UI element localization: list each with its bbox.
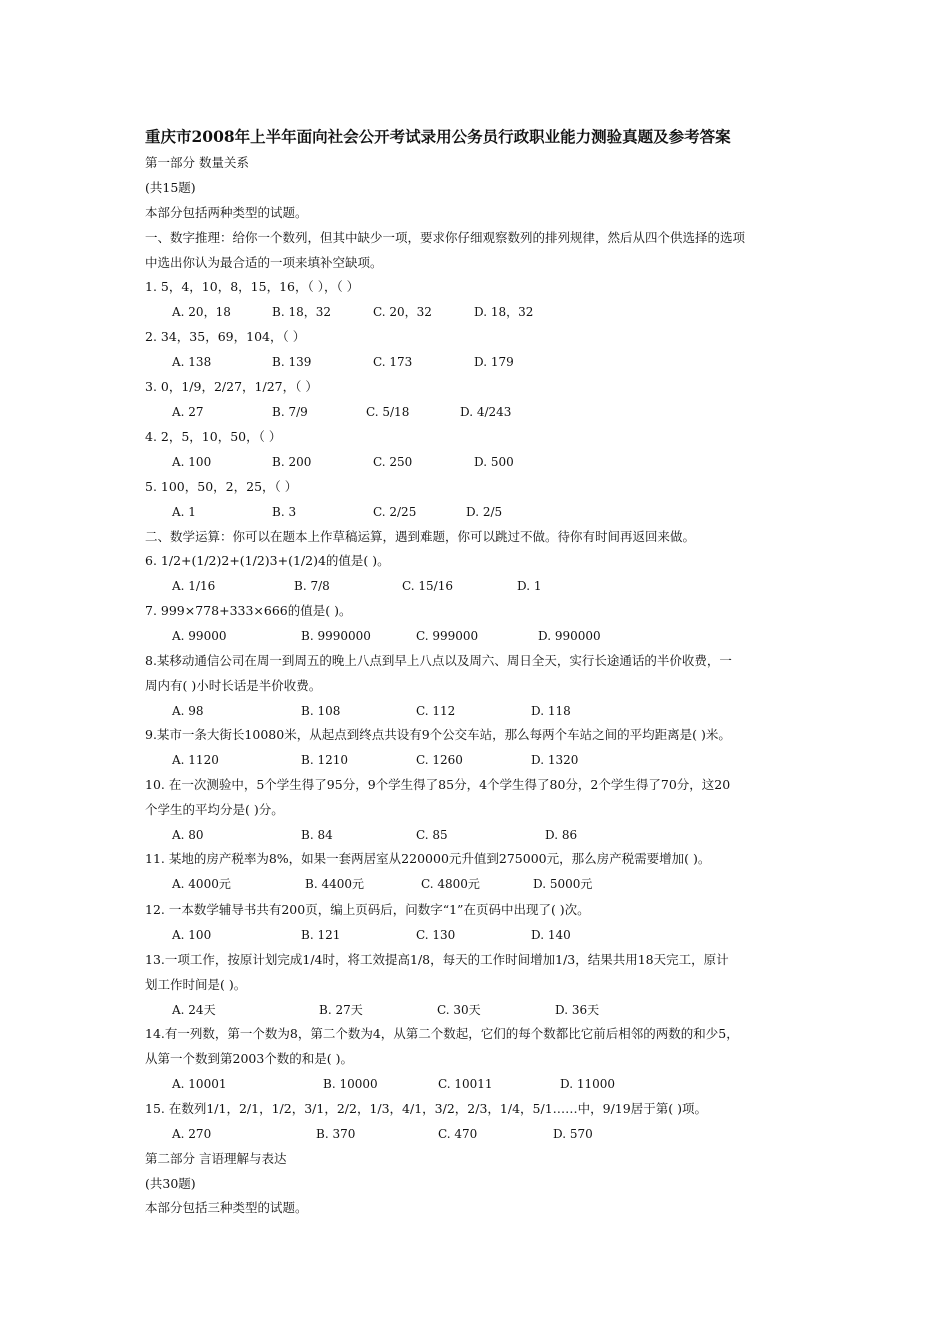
option-d: D. 18，32 — [474, 305, 534, 319]
part1-desc: 本部分包括两种类型的试题。 — [145, 205, 308, 220]
option-c: C. 173 — [373, 355, 413, 369]
option-c: C. 130 — [416, 928, 456, 942]
question-14-line1: 14.有一列数，第一个数为8，第二个数为4，从第二个数起，它们的每个数都比它前后相邻的两数的和少5， — [145, 1026, 739, 1041]
option-a: A. 1120 — [172, 753, 219, 767]
option-b: B. 108 — [301, 704, 341, 718]
question-15-options — [0, 1126, 950, 1142]
question-11-options — [0, 876, 950, 892]
section1-intro-line1: 一、数字推理：给你一个数列，但其中缺少一项，要求你仔细观察数列的排列规律，然后从四个供选择的选项 — [145, 230, 746, 245]
option-d: D. 118 — [531, 704, 571, 718]
option-a: A. 1 — [172, 505, 196, 519]
option-c: C. 10011 — [438, 1077, 493, 1091]
option-d: D. 11000 — [560, 1077, 615, 1091]
question-8-options — [0, 703, 950, 719]
option-c: C. 112 — [416, 704, 456, 718]
option-a: A. 20，18 — [172, 305, 231, 319]
question-13-line1: 13.一项工作，按原计划完成1/4时，将工效提高1/8，每天的工作时间增加1/3，结果共用18天完工，原计 — [145, 952, 729, 967]
option-d: D. 570 — [553, 1127, 593, 1141]
option-d: D. 4/243 — [460, 405, 512, 419]
option-a: A. 24天 — [172, 1003, 216, 1017]
question-5-options — [0, 504, 950, 520]
option-c: C. 5/18 — [366, 405, 410, 419]
question-6-options — [0, 578, 950, 594]
option-c: C. 85 — [416, 828, 448, 842]
option-b: B. 18，32 — [272, 305, 331, 319]
section1-intro-line2: 中选出你认为最合适的一项来填补空缺项。 — [145, 255, 383, 270]
question-10-line1: 10. 在一次测验中，5个学生得了95分，9个学生得了85分，4个学生得了80分，2个学生得了70分，这20 — [145, 777, 731, 792]
question-10-line2: 个学生的平均分是( )分。 — [145, 802, 284, 817]
option-a: A. 99000 — [172, 629, 227, 643]
question-4-options — [0, 454, 950, 470]
question-2: 2. 34，35，69，104，（ ） — [145, 329, 306, 344]
question-3-options — [0, 404, 950, 420]
part2-desc: 本部分包括三种类型的试题。 — [145, 1200, 308, 1215]
option-a: A. 100 — [172, 928, 212, 942]
option-c: C. 999000 — [416, 629, 479, 643]
question-10-options — [0, 827, 950, 843]
option-d: D. 86 — [545, 828, 578, 842]
option-c: C. 470 — [438, 1127, 478, 1141]
option-d: D. 140 — [531, 928, 571, 942]
option-b: B. 121 — [301, 928, 341, 942]
part2-count: (共30题) — [145, 1176, 196, 1191]
question-9-options — [0, 752, 950, 768]
option-b: B. 1210 — [301, 753, 348, 767]
option-a: A. 27 — [172, 405, 204, 419]
option-b: B. 139 — [272, 355, 312, 369]
question-1-options — [0, 304, 950, 320]
option-b: B. 9990000 — [301, 629, 371, 643]
option-a: A. 138 — [172, 355, 212, 369]
question-7: 7. 999×778+333×666的值是( )。 — [145, 603, 352, 618]
question-12: 12. 一本数学辅导书共有200页，编上页码后，问数字“1”在页码中出现了( )次。 — [145, 902, 590, 917]
question-14-line2: 从第一个数到第2003个数的和是( )。 — [145, 1051, 354, 1066]
option-d: D. 500 — [474, 455, 514, 469]
question-9: 9.某市一条大街长10080米，从起点到终点共设有9个公交车站，那么每两个车站之间的平均距离是( )米。 — [145, 727, 731, 742]
option-b: B. 7/8 — [294, 579, 330, 593]
part1-count: (共15题) — [145, 180, 196, 195]
option-d: D. 2/5 — [466, 505, 503, 519]
part2-heading: 第二部分 言语理解与表达 — [145, 1151, 287, 1166]
question-7-options — [0, 628, 950, 644]
option-c: C. 1260 — [416, 753, 463, 767]
question-5: 5. 100，50，2，25，（ ） — [145, 479, 298, 494]
document-title: 重庆市2008年上半年面向社会公开考试录用公务员行政职业能力测验真题及参考答案 — [145, 127, 731, 146]
option-a: A. 100 — [172, 455, 212, 469]
question-13-line2: 划工作时间是( )。 — [145, 977, 247, 992]
option-d: D. 1 — [517, 579, 542, 593]
option-c: C. 2/25 — [373, 505, 417, 519]
option-c: C. 15/16 — [402, 579, 453, 593]
section2-intro: 二、数学运算：你可以在题本上作草稿运算，遇到难题，你可以跳过不做。待你有时间再返回来做。 — [145, 529, 696, 544]
option-a: A. 270 — [172, 1127, 212, 1141]
option-c: C. 20，32 — [373, 305, 432, 319]
option-a: A. 10001 — [172, 1077, 227, 1091]
option-a: A. 1/16 — [172, 579, 216, 593]
question-11: 11. 某地的房产税率为8%，如果一套两居室从220000元升值到275000元，那么房产税需要增加( )。 — [145, 851, 711, 866]
option-b: B. 4400元 — [305, 877, 364, 891]
question-15: 15. 在数列1/1，2/1，1/2，3/1，2/2，1/3，4/1，3/2，2/3，1/4，5/1……中，9/19居于第( )项。 — [145, 1101, 707, 1116]
question-8-line1: 8.某移动通信公司在周一到周五的晚上八点到早上八点以及周六、周日全天，实行长途通话的半价收费，一 — [145, 653, 732, 668]
option-d: D. 5000元 — [533, 877, 593, 891]
option-b: B. 3 — [272, 505, 297, 519]
option-a: A. 80 — [172, 828, 204, 842]
question-8-line2: 周内有( )小时长话是半价收费。 — [145, 678, 322, 693]
question-3: 3. 0，1/9，2/27，1/27，（ ） — [145, 379, 318, 394]
option-c: C. 30天 — [437, 1003, 481, 1017]
option-d: D. 1320 — [531, 753, 579, 767]
option-b: B. 10000 — [323, 1077, 378, 1091]
option-a: A. 4000元 — [172, 877, 231, 891]
option-d: D. 179 — [474, 355, 514, 369]
part1-heading: 第一部分 数量关系 — [145, 155, 249, 170]
option-d: D. 990000 — [538, 629, 601, 643]
question-13-options — [0, 1002, 950, 1018]
option-b: B. 27天 — [319, 1003, 363, 1017]
option-b: B. 7/9 — [272, 405, 308, 419]
question-14-options — [0, 1076, 950, 1092]
option-b: B. 200 — [272, 455, 312, 469]
option-a: A. 98 — [172, 704, 204, 718]
question-2-options — [0, 354, 950, 370]
option-b: B. 370 — [316, 1127, 356, 1141]
question-6: 6. 1/2+(1/2)2+(1/2)3+(1/2)4的值是( )。 — [145, 553, 390, 568]
option-d: D. 36天 — [555, 1003, 600, 1017]
option-c: C. 4800元 — [421, 877, 480, 891]
option-b: B. 84 — [301, 828, 333, 842]
question-1: 1. 5，4，10，8，15，16，（ ），（ ） — [145, 279, 360, 294]
question-12-options — [0, 927, 950, 943]
option-c: C. 250 — [373, 455, 413, 469]
question-4: 4. 2，5，10，50，（ ） — [145, 429, 282, 444]
